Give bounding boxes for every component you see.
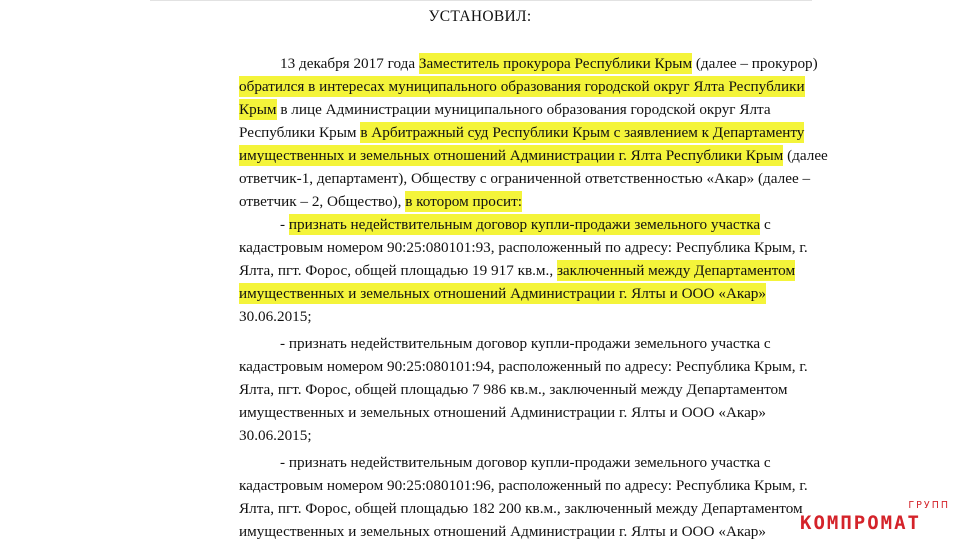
text-line [239,379,788,401]
text-line [239,76,805,98]
text-segment: 30.06.2015; [239,308,312,325]
text-line [239,237,808,259]
text-segment: - признать недействительным договор купли-продажи земельного участка с [280,335,771,352]
text-segment: кадастровым номером 90:25:080101:96, расположенный по адресу: Республика Крым, г. [239,477,808,494]
text-line [239,99,771,121]
text-line [280,452,771,474]
text-segment: кадастровым номером 90:25:080101:94, расположенный по адресу: Республика Крым, г. [239,358,808,375]
text-segment: ответчик – 2, Общество), [239,193,406,210]
highlighted-text: обратился в интересах муниципального образования городской округ Ялта Республики [239,78,805,95]
text-segment: Ялта, пгт. Форос, общей площадью 182 200 кв.м., заключенный между Департаментом [239,500,803,517]
text-line [280,333,771,355]
text-line [239,306,312,328]
text-line [239,260,796,282]
text-segment: - признать недействительным договор купли-продажи земельного участка с [280,454,771,471]
text-segment: Ялта, пгт. Форос, общей площадью 19 917 кв.м., [239,262,557,279]
text-segment: 30.06.2015; [239,427,312,444]
kompromat-watermark [800,500,952,534]
text-line [239,122,805,144]
highlighted-text: признать недействительным договор купли-продажи земельного участка [288,216,761,233]
text-line [239,402,766,424]
watermark-main-text: КОМПРОМАТ [800,512,921,534]
text-line [239,191,522,213]
highlighted-text: имущественных и земельных отношений Администрации г. Ялта Республики Крым [239,147,784,164]
text-segment: 13 декабря 2017 года [280,55,419,72]
highlighted-text: в котором просит: [405,193,522,210]
highlighted-text: Заместитель прокурора Республики Крым [418,55,693,72]
text-segment: в лице Администрации муниципального образования городской округ Ялта [276,101,771,118]
text-line [280,214,771,236]
watermark-sub-text: ГРУПП [908,500,950,511]
text-segment: Республики Крым [239,124,361,141]
text-line [239,145,828,167]
text-segment: имущественных и земельных отношений Администрации г. Ялты и ООО «Акар» [239,523,766,540]
highlighted-text: заключенный между Департаментом [556,262,796,279]
text-line [239,425,312,447]
text-line [280,53,818,75]
text-segment: (далее – прокурор) [692,55,818,72]
text-line [239,475,808,497]
text-line [239,498,803,520]
highlighted-text: имущественных и земельных отношений Администрации г. Ялты и ООО «Акар» [239,285,766,302]
page-top-edge [150,0,812,1]
text-segment: (далее [783,147,828,164]
highlighted-text: в Арбитражный суд Республики Крым с заявлением к Департаменту [360,124,805,141]
text-segment: - [280,216,289,233]
text-segment: кадастровым номером 90:25:080101:93, расположенный по адресу: Республика Крым, г. [239,239,808,256]
text-segment: имущественных и земельных отношений Администрации г. Ялты и ООО «Акар» [239,404,766,421]
highlighted-text: Крым [239,101,277,118]
text-line [239,356,808,378]
document-heading: УСТАНОВИЛ: [428,8,532,25]
text-segment: Ялта, пгт. Форос, общей площадью 7 986 кв.м., заключенный между Департаментом [239,381,788,398]
text-line [239,168,811,190]
text-segment: ответчик-1, департамент), Обществу с ограниченной ответственностью «Акар» (далее – [239,170,811,187]
text-segment: с [760,216,771,233]
text-line [239,283,766,305]
